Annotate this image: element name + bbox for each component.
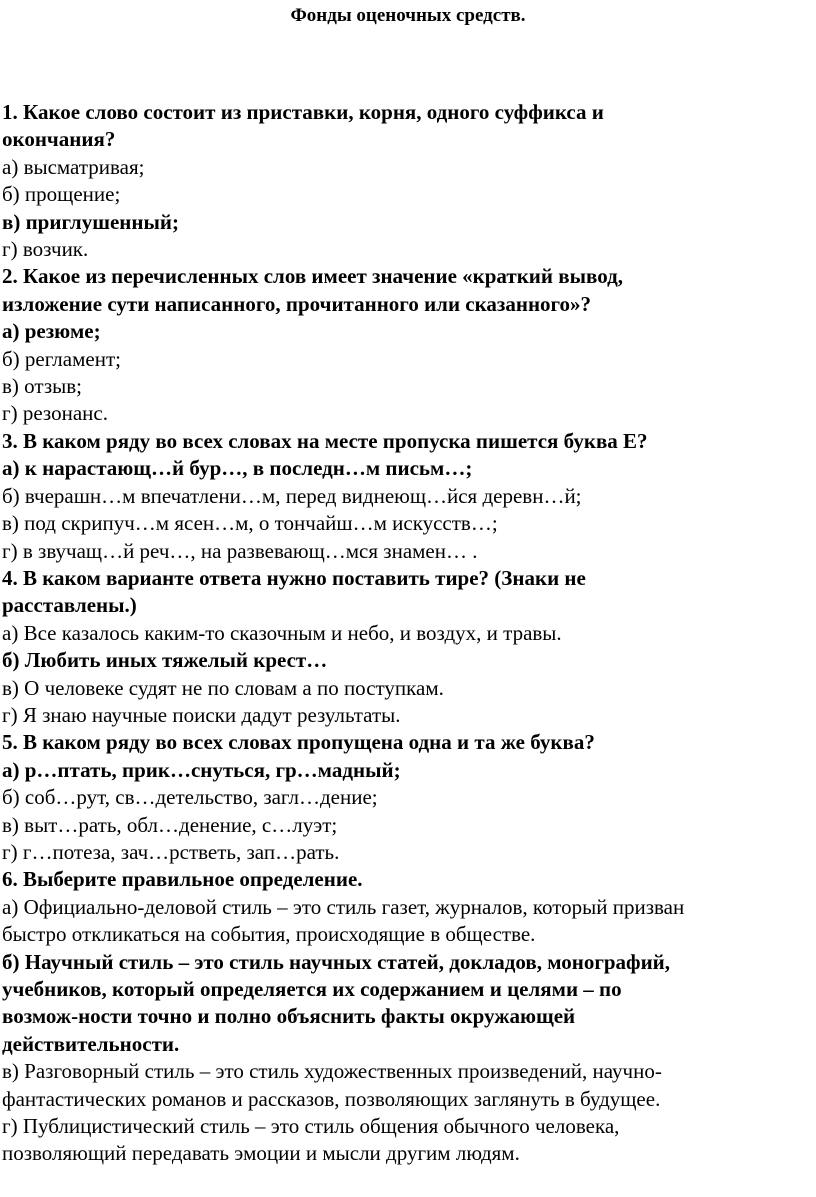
question-text-line: 5. В каком ряду во всех словах пропущена одна и та же буква? — [2, 730, 595, 755]
answer-option: а) Все казалось каким-то сказочным и небо, и воздух, и травы. — [2, 620, 562, 645]
question-text-line: 3. В каком ряду во всех словах на месте пропуска пишется буква Е? — [2, 428, 648, 453]
answer-option-line: в) Разговорный стиль – это стиль художественных произведений, научно- — [2, 1059, 662, 1084]
answer-option: в) под скрипуч…м ясен…м, о тончайш…м искусств…; — [2, 511, 498, 536]
answer-option: в) О человеке судят не по словам а по поступкам. — [2, 675, 444, 700]
answer-option-correct: в) приглушенный; — [2, 209, 179, 234]
question-text-line: расставлены.) — [2, 593, 137, 618]
answer-option: в) выт…рать, обл…денение, с…луэт; — [2, 812, 338, 837]
answer-option-correct-line: учебников, который определяется их содержанием и целями – по — [2, 977, 622, 1001]
answer-option: б) соб…рут, св…детельство, загл…дение; — [2, 785, 378, 810]
document-title: Фонды оценочных средств. — [290, 5, 526, 26]
answer-option-correct-line: возмож-ности точно и полно объяснить факты окружающей — [2, 1004, 576, 1029]
answer-option-line: г) Публицистический стиль – это стиль общения обычного человека, — [2, 1114, 620, 1139]
answer-option: г) резонанс. — [2, 401, 108, 426]
answer-option-line: быстро откликаться на события, происходящие в обществе. — [2, 922, 536, 947]
answer-option-correct: а) к нарастающ…й бур…, в последн…м письм…; — [2, 456, 473, 481]
answer-option-line: а) Официально-деловой стиль – это стиль газет, журналов, который призван — [2, 894, 685, 919]
question-text-line: 4. В каком варианте ответа нужно поставить тире? (Знаки не — [2, 565, 586, 590]
answer-option-correct: б) Любить иных тяжелый крест… — [2, 648, 328, 673]
question-text-line: изложение сути написанного, прочитанного или сказанного»? — [2, 291, 592, 316]
answer-option: г) Я знаю научные поиски дадут результаты. — [2, 702, 401, 727]
answer-option-correct: а) резюме; — [2, 319, 101, 344]
answer-option: г) г…потеза, зач…рстветь, зап…рать. — [2, 839, 340, 864]
question-4 — [2, 565, 814, 729]
question-text-line: окончания? — [2, 127, 116, 152]
question-text-line: 6. Выберите правильное определение. — [2, 867, 363, 892]
question-text-line: 2. Какое из перечисленных слов имеет значение «краткий вывод, — [2, 264, 623, 289]
answer-option: г) возчик. — [2, 237, 89, 262]
answer-option: б) вчерашн…м впечатлени…м, перед виднеющ…йся деревн…й; — [2, 483, 582, 508]
question-list — [2, 99, 814, 1168]
question-5 — [2, 729, 814, 866]
answer-option-correct-line: действительности. — [2, 1031, 180, 1056]
answer-option: б) регламент; — [2, 346, 121, 371]
answer-option: б) прощение; — [2, 182, 121, 207]
question-6 — [2, 866, 814, 1167]
answer-option-line: позволяющий передавать эмоции и мысли другим людям. — [2, 1141, 520, 1166]
answer-option-line: фантастических романов и рассказов, позволяющих заглянуть в будущее. — [2, 1086, 661, 1111]
answer-option-correct: а) р…птать, прик…снуться, гр…мадный; — [2, 757, 401, 782]
answer-option-correct-line: б) Научный стиль – это стиль научных статей, докладов, монографий, — [2, 949, 671, 974]
question-text-line: 1. Какое слово состоит из приставки, корня, одного суффикса и — [2, 100, 604, 124]
question-1 — [2, 99, 814, 263]
answer-option: а) высматривая; — [2, 154, 145, 179]
answer-option: г) в звучащ…й реч…, на развевающ…мся знамен… . — [2, 538, 478, 563]
answer-option: в) отзыв; — [2, 374, 82, 399]
question-2 — [2, 263, 814, 427]
question-3 — [2, 428, 814, 565]
